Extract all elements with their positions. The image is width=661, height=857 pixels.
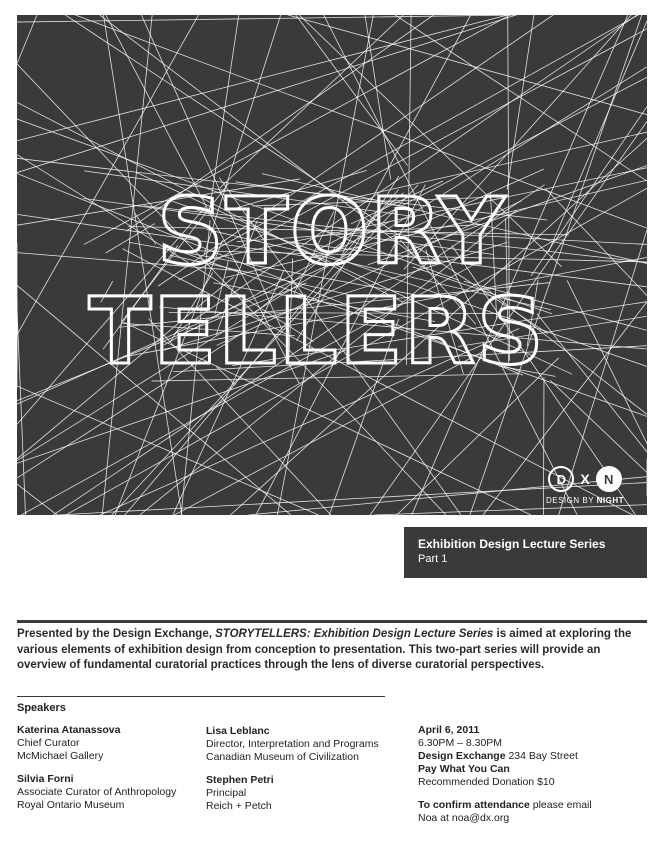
speakers-column-2 [206,725,406,823]
rsvp-label: To confirm attendance [418,799,530,811]
intro-rest: is aimed at exploring the various elements of exhibition design from conception to presentation. This two-part series will provide an overview of fundamental curatorial practices through the lens of diverse curatorial perspectives. [17,628,632,671]
design-by-night-logo [537,466,633,505]
logo-x: X [580,471,590,487]
poster-title [17,15,647,515]
logo-tag-light: DESIGN BY [545,496,597,505]
event-date: April 6, 2011 [418,724,480,736]
event-time: 6.30PM – 8.30PM [418,737,503,749]
series-title: Exhibition Design Lecture Series [418,537,606,551]
speaker-role: Chief Curator [17,737,80,749]
speaker-name: Stephen Petri [206,774,274,786]
intro-paragraph [17,627,647,674]
speaker-entry [17,773,202,812]
speakers-heading: Speakers [17,702,66,714]
logo-tag-bold: NIGHT [596,496,625,505]
speaker-role: Director, Interpretation and Programs [206,738,379,750]
speaker-org: Reich + Petch [206,800,272,812]
speaker-name: Silvia Forni [17,773,74,785]
series-part: Part 1 [418,553,448,565]
intro-series-name: STORYTELLERS: Exhibition Design Lecture Series [215,628,494,640]
divider-top [17,620,647,623]
speaker-name: Katerina Atanassova [17,724,121,736]
venue-address: 234 Bay Street [505,750,578,762]
speaker-role: Principal [206,787,247,799]
event-donation: Recommended Donation $10 [418,776,555,788]
event-pay: Pay What You Can [418,763,510,775]
title-line-2: TELLERS [88,278,546,385]
rsvp-info [418,799,648,825]
speakers-column-1 [17,724,202,822]
speaker-org: McMichael Gallery [17,750,104,762]
series-label-box [404,527,647,578]
speaker-entry [206,774,406,813]
speaker-org: Royal Ontario Museum [17,799,125,811]
venue-name: Design Exchange [418,750,506,762]
logo-tagline [546,496,624,505]
event-venue [418,750,648,763]
speaker-name: Lisa Leblanc [206,725,270,737]
rsvp-line [418,799,648,812]
rsvp-contact[interactable]: Noa at noa@dx.org [418,812,510,824]
speaker-entry [206,725,406,764]
poster-artwork [17,15,647,515]
divider-speakers [17,696,385,697]
logo-d-circle: D [548,466,574,492]
event-info [418,724,648,789]
speaker-org: Canadian Museum of Civilization [206,751,359,763]
logo-n-circle: N [596,466,622,492]
event-details [418,724,648,835]
rsvp-instruction: please email [529,799,592,811]
speaker-entry [17,724,202,763]
speaker-role: Associate Curator of Anthropology [17,786,177,798]
intro-lead: Presented by the Design Exchange, [17,628,216,640]
title-line-1: STORY [157,178,507,285]
